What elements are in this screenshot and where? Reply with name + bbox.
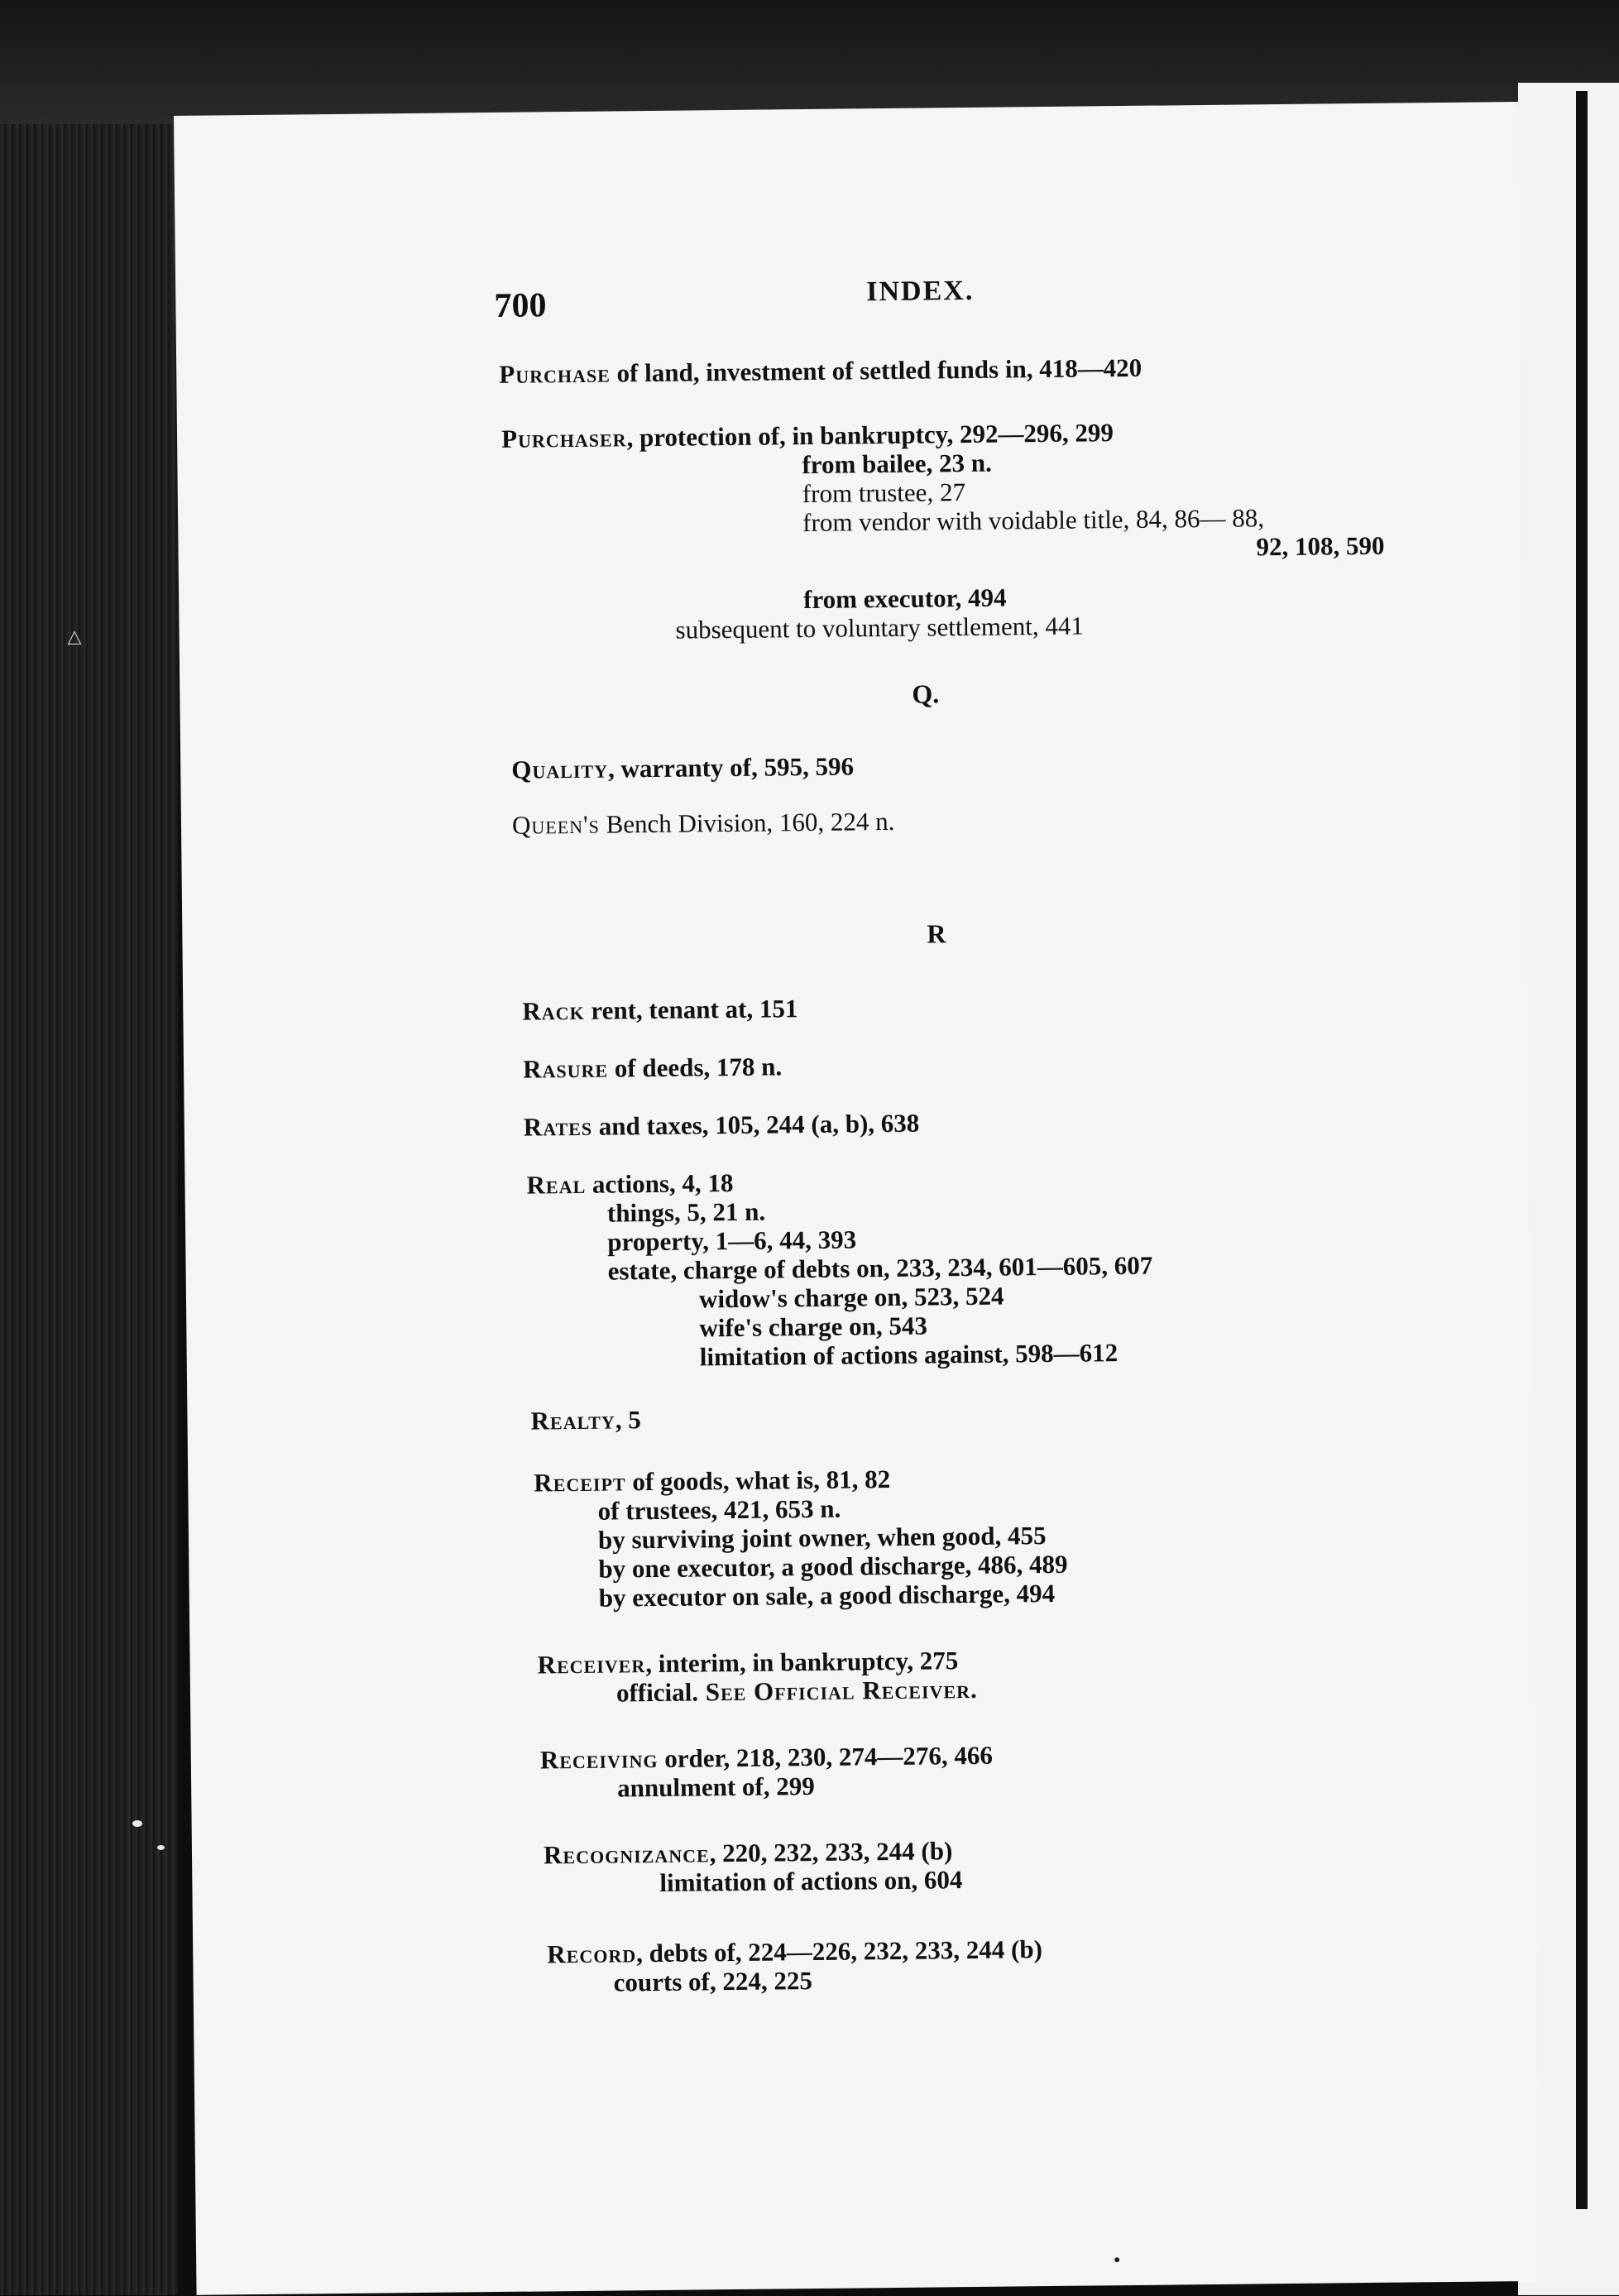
subentry: property, 1—6, 44, 393 [607,1225,857,1257]
subentry: from executor, 494 [802,582,1007,615]
entry-rates [524,1110,920,1142]
headword: Purchase [499,358,611,389]
subentry: widow's charge on, 523, 524 [698,1281,1004,1314]
entry-realty [530,1406,641,1435]
headword: Purchaser [501,423,627,453]
entry-receiver [537,1647,958,1679]
entry-recognizance [544,1837,953,1869]
index-page [67,102,1540,2295]
subentry: by one executor, a good discharge, 486, 489 [598,1549,1068,1584]
entry-text: Bench Division, 160, 224 n. [599,806,895,839]
margin-speck [132,1820,142,1827]
entry-text: of land, investment of settled funds in, 418—420 [610,352,1142,388]
entry-receipt [534,1465,890,1498]
subentry: subsequent to voluntary settlement, 441 [675,611,1085,645]
headword: Receiving [539,1743,659,1775]
headword: Quality [511,754,609,784]
running-head: INDEX. [866,275,975,308]
subentry: from vendor with voidable title, 84, 86— 88, [802,503,1265,538]
entry-text: , debts of, 224—226, 232, 233, 244 (b) [635,1934,1043,1968]
subentry: annulment of, 299 [617,1771,815,1803]
headword: Recognizance [543,1838,710,1870]
headword: Realty [530,1405,616,1436]
headword: Receiver [537,1649,646,1680]
headword: Rates [523,1111,593,1142]
subentry: by surviving joint owner, when good, 455 [597,1521,1047,1555]
entry-text: , 220, 232, 233, 244 (b) [709,1836,953,1868]
entry-text: order, 218, 230, 274—276, 466 [658,1740,994,1773]
entry-text: , warranty of, 595, 596 [607,751,855,784]
headword: Queen's [511,809,601,840]
subentry: from bailee, 23 n. [802,448,992,480]
subentry: things, 5, 21 n. [606,1196,766,1228]
ink-speck [1114,2257,1119,2262]
margin-speck: △ [67,626,82,647]
subentry: of trustees, 421, 653 n. [597,1493,841,1526]
subentry: from trustee, 27 [802,477,966,509]
headword: Receipt [534,1467,626,1498]
subentry: by executor on sale, a good discharge, 494 [598,1578,1056,1613]
subentry: limitation of actions on, 604 [659,1865,963,1897]
headword: Rack [522,995,585,1026]
entry-queens [512,808,895,840]
subentry: wife's charge on, 543 [699,1311,928,1343]
entry-purchase [499,354,1142,389]
entry-text: of deeds, 178 n. [607,1052,783,1083]
headword: Real [526,1169,587,1200]
subentry-text: official. [616,1677,699,1708]
entry-text: , interim, in bankruptcy, 275 [645,1646,959,1679]
entry-text: and taxes, 105, 244 (a, b), 638 [592,1108,920,1141]
subentry: courts of, 224, 225 [613,1966,813,1997]
entry-text: of goods, what is, 81, 82 [625,1464,891,1497]
cross-reference: See Official Receiver. [697,1674,978,1707]
entry-text: rent, tenant at, 151 [584,994,798,1025]
entry-text: , protection of, in bankruptcy, 292—296, 299 [626,418,1114,453]
book-binding [0,124,178,2295]
subentry-continued: 92, 108, 590 [1256,530,1385,562]
entry-rack [522,995,798,1025]
page-number: 700 [494,286,547,325]
entry-text: , 5 [615,1405,641,1435]
section-letter-q: Q. [912,678,940,709]
entry-rasure [523,1052,782,1083]
margin-speck [157,1845,165,1850]
entry-real [526,1169,733,1200]
entry-quality [511,752,854,784]
headword: Rasure [522,1053,609,1084]
headword: Record [547,1939,637,1969]
entry-receiving [540,1742,993,1775]
entry-purchaser [501,419,1114,453]
page-edge-shadow [1576,91,1588,2209]
entry-text: actions, 4, 18 [585,1167,734,1199]
subentry [616,1675,978,1708]
subentry: limitation of actions against, 598—612 [699,1338,1118,1372]
subentry: estate, charge of debts on, 233, 234, 601—605, 607 [607,1250,1153,1286]
section-letter-r: R [927,918,946,949]
entry-record [547,1935,1042,1968]
